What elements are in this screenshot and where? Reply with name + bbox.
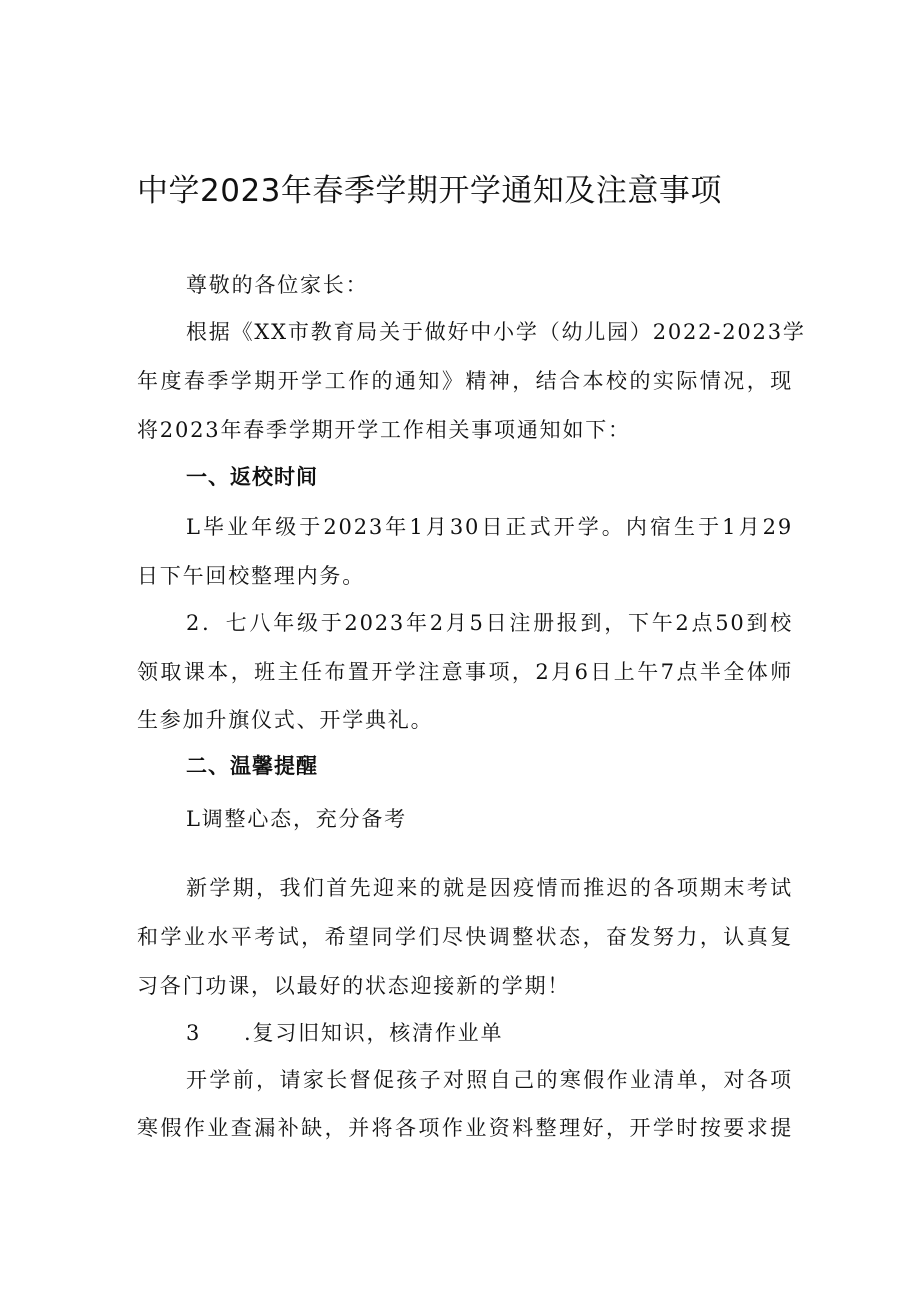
section-1-heading: 一、返校时间: [186, 465, 318, 489]
intro-line-3: 将2023年春季学期开学工作相关事项通知如下：: [137, 418, 631, 442]
document-title: 中学2023年春季学期开学通知及注意事项: [137, 173, 722, 209]
section-2-item-2-title-line: [186, 1018, 793, 1048]
section-1-item-1-line-1: L毕业年级于2023年1月30日正式开学。内宿生于1月29: [186, 515, 793, 539]
section-1-item-2-line-3: 生参加升旗仪式、开学典礼。: [137, 708, 434, 732]
section-1-item-2-line-2: 领取课本，班主任布置开学注意事项，2月6日上午7点半全体师: [137, 660, 793, 684]
intro-line-2: 年度春季学期开学工作的通知》精神，结合本校的实际情况，现: [137, 369, 793, 393]
section-2-item-1-line-1: 新学期，我们首先迎来的就是因疫情而推迟的各项期末考试: [186, 876, 793, 900]
intro-line-1: 根据《XX市教育局关于做好中小学（幼儿园）2022-2023学: [186, 320, 806, 344]
section-2-item-1-line-2: 和学业水平考试，希望同学们尽快调整状态，奋发努力，认真复: [137, 925, 793, 949]
section-2-item-1-title: L调整心态，充分备考: [186, 807, 407, 831]
salutation: 尊敬的各位家长：: [186, 273, 369, 297]
section-2-item-2-number: 3: [186, 1021, 202, 1045]
section-2-item-1-line-3: 习各门功课，以最好的状态迎接新的学期！: [137, 974, 571, 998]
section-2-item-2-line-1: 开学前，请家长督促孩子对照自己的寒假作业清单，对各项: [186, 1068, 793, 1092]
section-1-item-2-line-1: 2．七八年级于2023年2月5日注册报到，下午2点50到校: [186, 611, 793, 635]
section-2-item-2-line-2: 寒假作业查漏补缺，并将各项作业资料整理好，开学时按要求提: [137, 1116, 793, 1140]
section-2-item-2-title: .复习旧知识，核清作业单: [244, 1021, 504, 1045]
section-1-item-1-line-2: 日下午回校整理内务。: [137, 564, 365, 588]
section-2-heading: 二、温馨提醒: [186, 754, 318, 778]
